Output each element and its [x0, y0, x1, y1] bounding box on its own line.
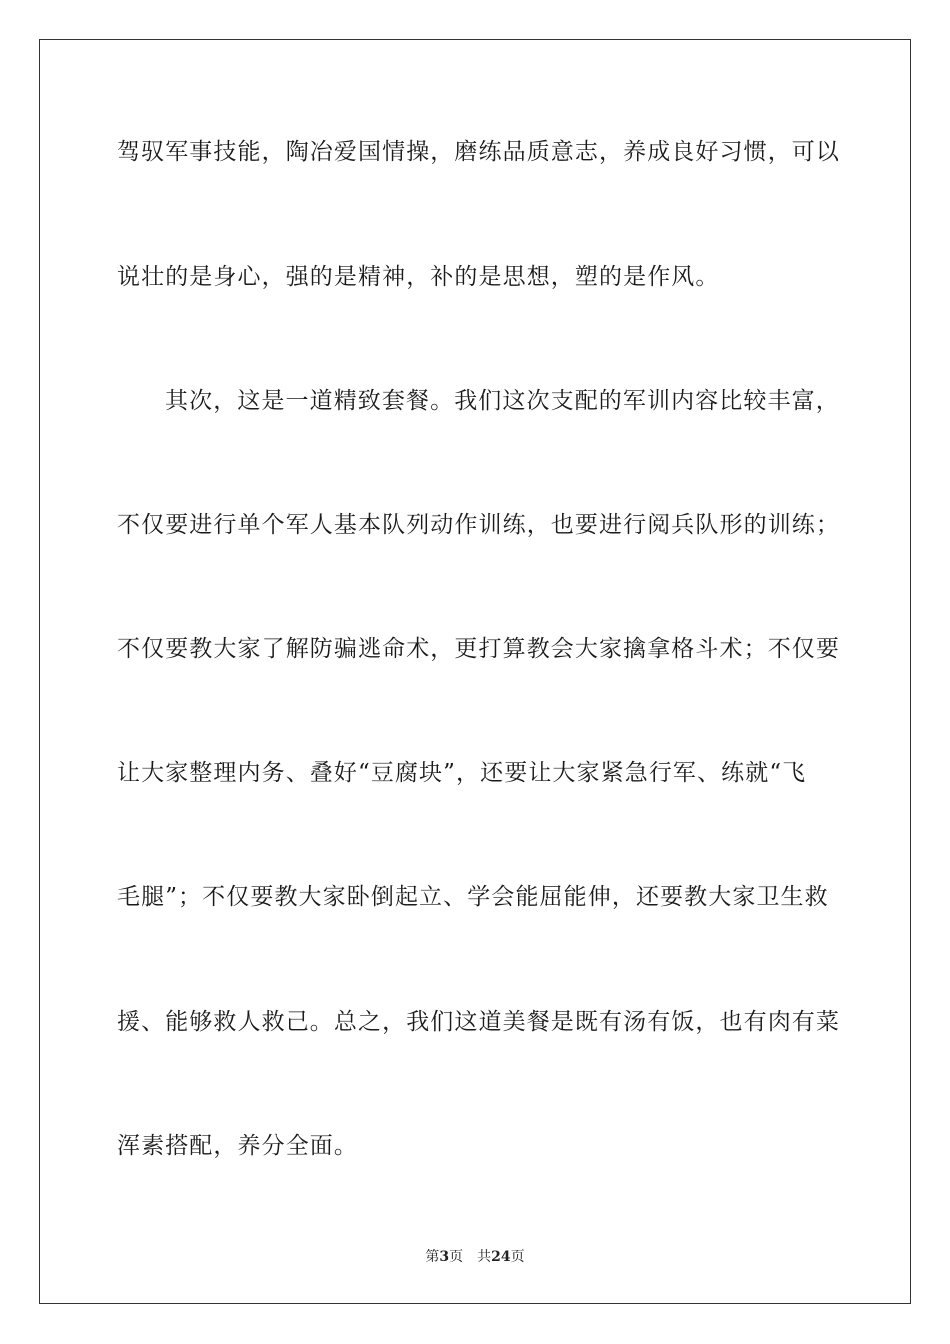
paragraph-line-7: 毛腿”；不仅要教大家卧倒起立、学会能屈能伸，还要教大家卫生救	[117, 884, 829, 910]
paragraph-line-8: 援、能够救人救己。总之，我们这道美餐是既有汤有饭，也有肉有菜	[117, 1009, 840, 1035]
paragraph-line-1: 驾驭军事技能，陶冶爱国情操，磨练品质意志，养成良好习惯，可以	[117, 139, 840, 165]
paragraph-line-9: 浑素搭配，养分全面。	[117, 1133, 358, 1159]
total-prefix: 共	[477, 1249, 492, 1265]
total-suffix: 页	[510, 1249, 525, 1265]
paragraph-line-3: 其次，这是一道精致套餐。我们这次支配的军训内容比较丰富，	[165, 388, 840, 414]
page-suffix: 页	[449, 1249, 464, 1265]
paragraph-line-2: 说壮的是身心，强的是精神，补的是思想，塑的是作风。	[117, 264, 720, 290]
page-footer	[0, 1248, 950, 1266]
page-prefix: 第	[425, 1249, 440, 1265]
total-pages: 24	[491, 1249, 511, 1265]
paragraph-line-5: 不仅要教大家了解防骗逃命术，更打算教会大家擒拿格斗术；不仅要	[117, 636, 840, 662]
page-border	[39, 39, 911, 1304]
paragraph-line-6: 让大家整理内务、叠好“豆腐块”，还要让大家紧急行军、练就“飞	[117, 760, 807, 786]
page-number: 3	[439, 1249, 450, 1265]
paragraph-line-4: 不仅要进行单个军人基本队列动作训练，也要进行阅兵队形的训练；	[117, 512, 840, 538]
